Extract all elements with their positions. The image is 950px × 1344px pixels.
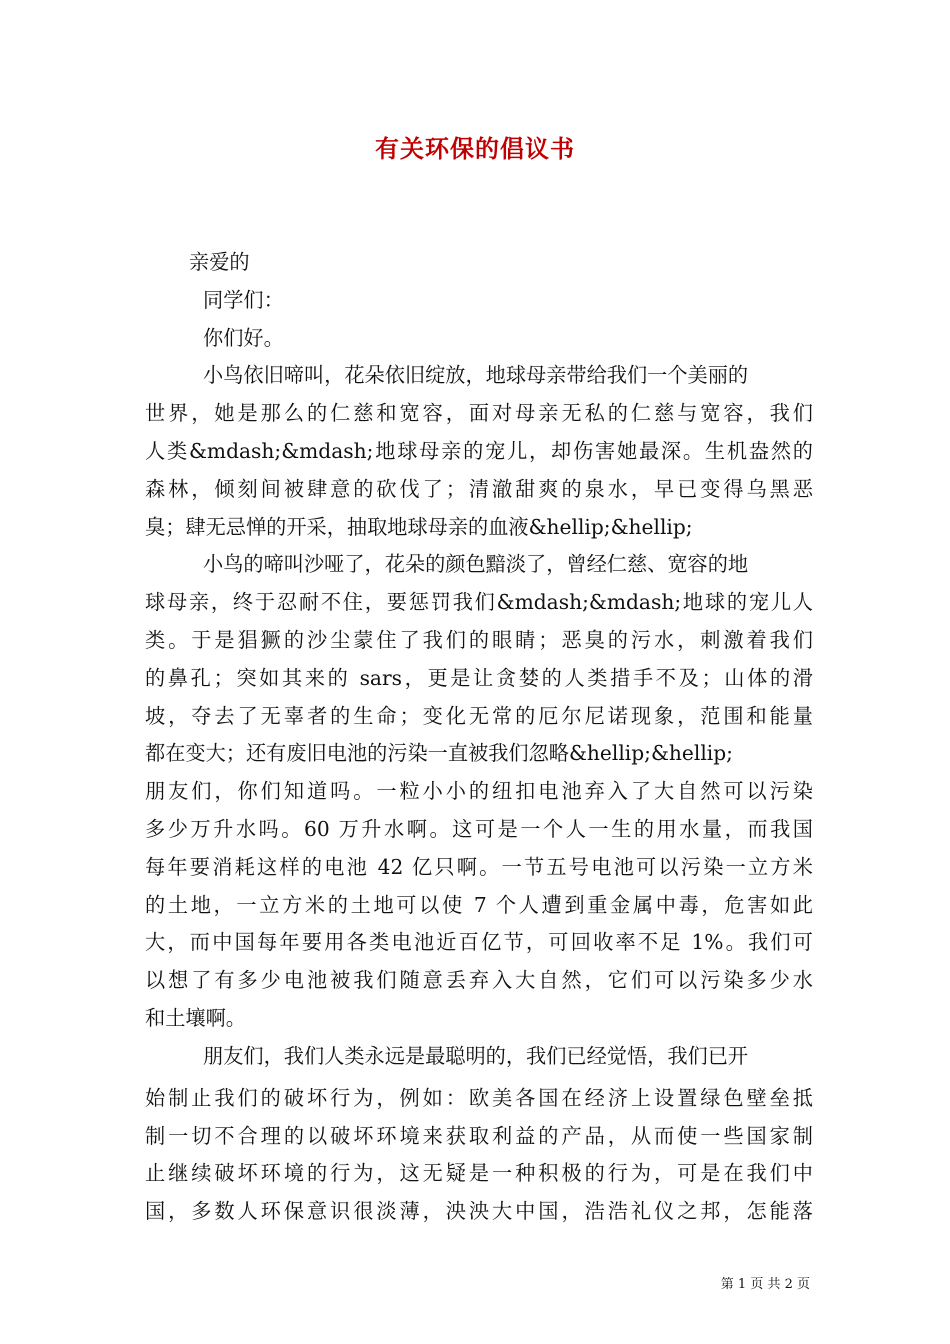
paragraph-2-line-11: 大，而中国每年要用各类电池近百亿节，可回收率不足 1%。我们可 <box>145 930 813 955</box>
paragraph-3-line-4: 止继续破坏环境的行为，这无疑是一种积极的行为，可是在我们中 <box>145 1161 813 1186</box>
paragraph-2-line-2: 球母亲，终于忍耐不住，要惩罚我们&mdash;&mdash;地球的宠儿人 <box>145 590 813 615</box>
paragraph-2-line-7: 朋友们，你们知道吗。一粒小小的纽扣电池弃入了大自然可以污染 <box>145 779 813 804</box>
paragraph-1-line-1: 小鸟依旧啼叫，花朵依旧绽放，地球母亲带给我们一个美丽的 <box>203 363 749 388</box>
salutation-line-1: 亲爱的 <box>189 250 250 274</box>
paragraph-2-line-8: 多少万升水吗。60 万升水啊。这可是一个人一生的用水量，而我国 <box>145 816 813 841</box>
paragraph-2-line-1: 小鸟的啼叫沙哑了，花朵的颜色黯淡了，曾经仁慈、宽容的地 <box>203 552 749 577</box>
paragraph-2-line-6: 都在变大；还有废旧电池的污染一直被我们忽略&hellip;&hellip; <box>145 741 733 766</box>
document-body <box>145 244 813 1231</box>
paragraph-2-line-13: 和土壤啊。 <box>145 1005 246 1030</box>
salutation-line-2: 同学们： <box>203 287 284 312</box>
paragraph-2-line-4: 的鼻孔；突如其来的 sars，更是让贪婪的人类措手不及；山体的滑 <box>145 665 813 690</box>
paragraph-2-line-5: 坡，夺去了无辜者的生命；变化无常的厄尔尼诺现象，范围和能量 <box>145 703 813 728</box>
paragraph-1-line-5: 臭；肆无忌惮的开采，抽取地球母亲的血液&hellip;&hellip; <box>145 514 693 539</box>
greeting-line: 你们好。 <box>203 325 284 350</box>
paragraph-1-line-3: 人类&mdash;&mdash;地球母亲的宠儿，却伤害她最深。生机盎然的 <box>145 438 813 463</box>
paragraph-1-line-2: 世界，她是那么的仁慈和宽容，面对母亲无私的仁慈与宽容，我们 <box>145 401 813 426</box>
paragraph-1-line-4: 森林，倾刻间被肆意的砍伐了；清澈甜爽的泉水，早已变得乌黑恶 <box>145 476 813 501</box>
paragraph-2-line-3: 类。于是猖獗的沙尘蒙住了我们的眼睛；恶臭的污水，刺激着我们 <box>145 627 813 652</box>
paragraph-2-line-9: 每年要消耗这样的电池 42 亿只啊。一节五号电池可以污染一立方米 <box>145 854 813 879</box>
paragraph-2-line-12: 以想了有多少电池被我们随意丢弃入大自然，它们可以污染多少水 <box>145 968 813 993</box>
paragraph-3-line-2: 始制止我们的破坏行为，例如：欧美各国在经济上设置绿色壁垒抵 <box>145 1085 813 1110</box>
document-title: 有关环保的倡议书 <box>375 134 575 163</box>
paragraph-2-line-10: 的土地，一立方米的土地可以使 7 个人遭到重金属中毒，危害如此 <box>145 892 813 917</box>
paragraph-3-line-5: 国，多数人环保意识很淡薄，泱泱大中国，浩浩礼仪之邦，怎能落 <box>145 1199 813 1224</box>
page-number-footer: 第 1 页 共 2 页 <box>720 1277 810 1292</box>
paragraph-3-line-1: 朋友们，我们人类永远是最聪明的，我们已经觉悟，我们已开 <box>203 1043 749 1068</box>
paragraph-3-line-3: 制一切不合理的以破坏环境来获取利益的产品，从而使一些国家制 <box>145 1123 813 1148</box>
